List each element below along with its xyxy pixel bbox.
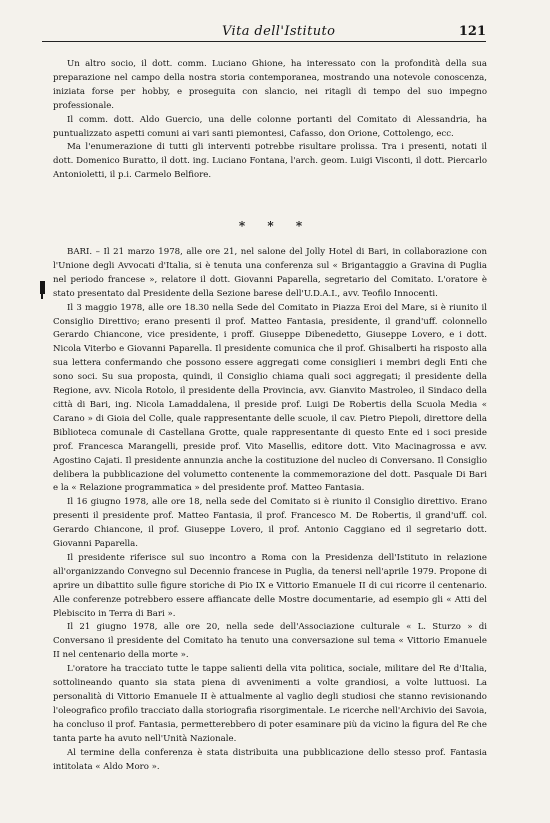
paragraph: L'oratore ha tracciato tutte le tappe salienti della vita politica, sociale, militare del Re d'Italia, sottolineando quanto sia stata piena di avvenimenti a volte grandiosi, a volte luttuosi. La personalità di Vittorio Emanuele II è attualmente al vaglio degli studiosi che stanno revisionando l'oleografico profilo tracciato dalla storiografia risorgimentale. Le ricerche nell'Archivio dei Savoia, ha concluso il prof. Fantasia, permetterebbero di poter esaminare più da vicino la figura del Re che tanta parte ha avuto nell'Unità Nazionale. — [53, 664, 487, 744]
text-block-bari — [53, 246, 487, 774]
margin-mark — [40, 281, 45, 294]
running-title: Vita dell'Istituto — [222, 24, 336, 39]
paragraph: Il 3 maggio 1978, alle ore 18.30 nella Sede del Comitato in Piazza Eroi del Mare, si è riunito il Consiglio Direttivo; erano presenti il prof. Matteo Fantasia, presidente, il grand'uff. colonnello Gerardo Chiancone, vice presidente, i proff. Giuseppe Dibenedetto, Giuseppe Lovero, e i dott. Nicola Viterbo e Giovanni Paparella. Il presidente comunica che il prof. Ghisalberti ha risposto alla sua lettera confermando che possono essere aggregati come consiglieri i membri degli Enti che sono soci. Su sua proposta, quindi, il Consiglio chiama quali soci aggregati; il presidente della Regione, avv. Nicola Rotolo, il presidente della Provincia, avv. Gianvito Mastroleo, il Sindaco della città di Bari, ing. Nicola Lamaddalena, il preside prof. Luigi De Robertis della Scuola Media « Carano » di Gioia del Colle, quale rappresentante delle scuole, il cav. Pietro Piepoli, direttore della Biblioteca comunale di Castellana Grotte, quale rappresentante di questo Ente ed i soci preside prof. Francesca Marangelli, preside prof. Vito Masellis, editore dott. Vito Macinagrossa e avv. Agostino Cajati. Il presidente annunzia anche la costituzione del nucleo di Conversano. Il Consiglio delibera la pubblicazione del volumetto contenente la commemorazione del dott. Pasquale Di Bari e la « Relazione programmatica » del presidente prof. Matteo Fantasia. — [53, 302, 487, 494]
paragraph: Il comm. dott. Aldo Guercio, una delle colonne portanti del Comitato di Alessandria, ha puntualizzato aspetti comuni ai vari santi piemontesi, Cafasso, don Orione, Cottolengo, ecc. — [53, 114, 487, 139]
header-rule — [42, 41, 486, 42]
paragraph: Ma l'enumerazione di tutti gli interventi potrebbe risultare prolissa. Tra i presenti, notati il dott. Domenico Buratto, il dott. ing. Luciano Fontana, l'arch. geom. Luigi Visconti, il dott. Piercarlo Antonioletti, il p.i. Carmelo Belfiore. — [53, 142, 487, 181]
paragraph: BARI. – Il 21 marzo 1978, alle ore 21, nel salone del Jolly Hotel di Bari, in collaborazione con l'Unione degli Avvocati d'Italia, si è tenuta una conferenza sul « Brigantaggio a Gravina di Puglia nel periodo francese », relatore il dott. Giovanni Paparella, segretario del Comitato. L'oratore è stato presentato dal Presidente della Sezione barese dell'U.D.A.I., avv. Teofilo Innocenti. — [53, 247, 487, 299]
running-header — [42, 24, 486, 40]
paragraph: Il presidente riferisce sul suo incontro a Roma con la Presidenza dell'Istituto in relazione all'organizzando Convegno sul Decennio francese in Puglia, da tenersi nell'aprile 1979. Propone di aprire un dibattito sulle figure storiche di Pio IX e Vittorio Emanuele II di cui ricorre il centenario. Alle conferenze potrebbero essere affiancate delle Mostre documentarie, ad esempio gli « Atti del Plebiscito in Terra di Bari ». — [53, 552, 487, 619]
paragraph: Il 16 giugno 1978, alle ore 18, nella sede del Comitato si è riunito il Consiglio direttivo. Erano presenti il presidente prof. Matteo Fantasia, il prof. Francesco M. De Robertis, il grand'uff. col. Gerardo Chiancone, il prof. Giuseppe Lovero, il prof. Antonio Caggiano ed il segretario dott. Giovanni Paparella. — [53, 497, 487, 550]
section-separator: * * * — [238, 219, 312, 233]
page-number: 121 — [458, 24, 486, 39]
paragraph: Al termine della conferenza è stata distribuita una pubblicazione dello stesso prof. Fantasia intitolata « Aldo Moro ». — [53, 747, 487, 772]
text-block-alessandria — [53, 58, 487, 183]
paragraph: Il 21 giugno 1978, alle ore 20, nella sede dell'Associazione culturale « L. Sturzo » di Conversano il presidente del Comitato ha tenuto una conversazione sul tema « Vittorio Emanuele II nel centenario della morte ». — [53, 622, 487, 661]
paragraph: Un altro socio, il dott. comm. Luciano Ghione, ha interessato con la profondità della sua preparazione nel campo della nostra storia contemporanea, mostrando una notevole conoscenza, iniziata forse per hobby, e proseguita con slancio, nei ritagli di tempo del suo impegno professionale. — [53, 59, 487, 111]
